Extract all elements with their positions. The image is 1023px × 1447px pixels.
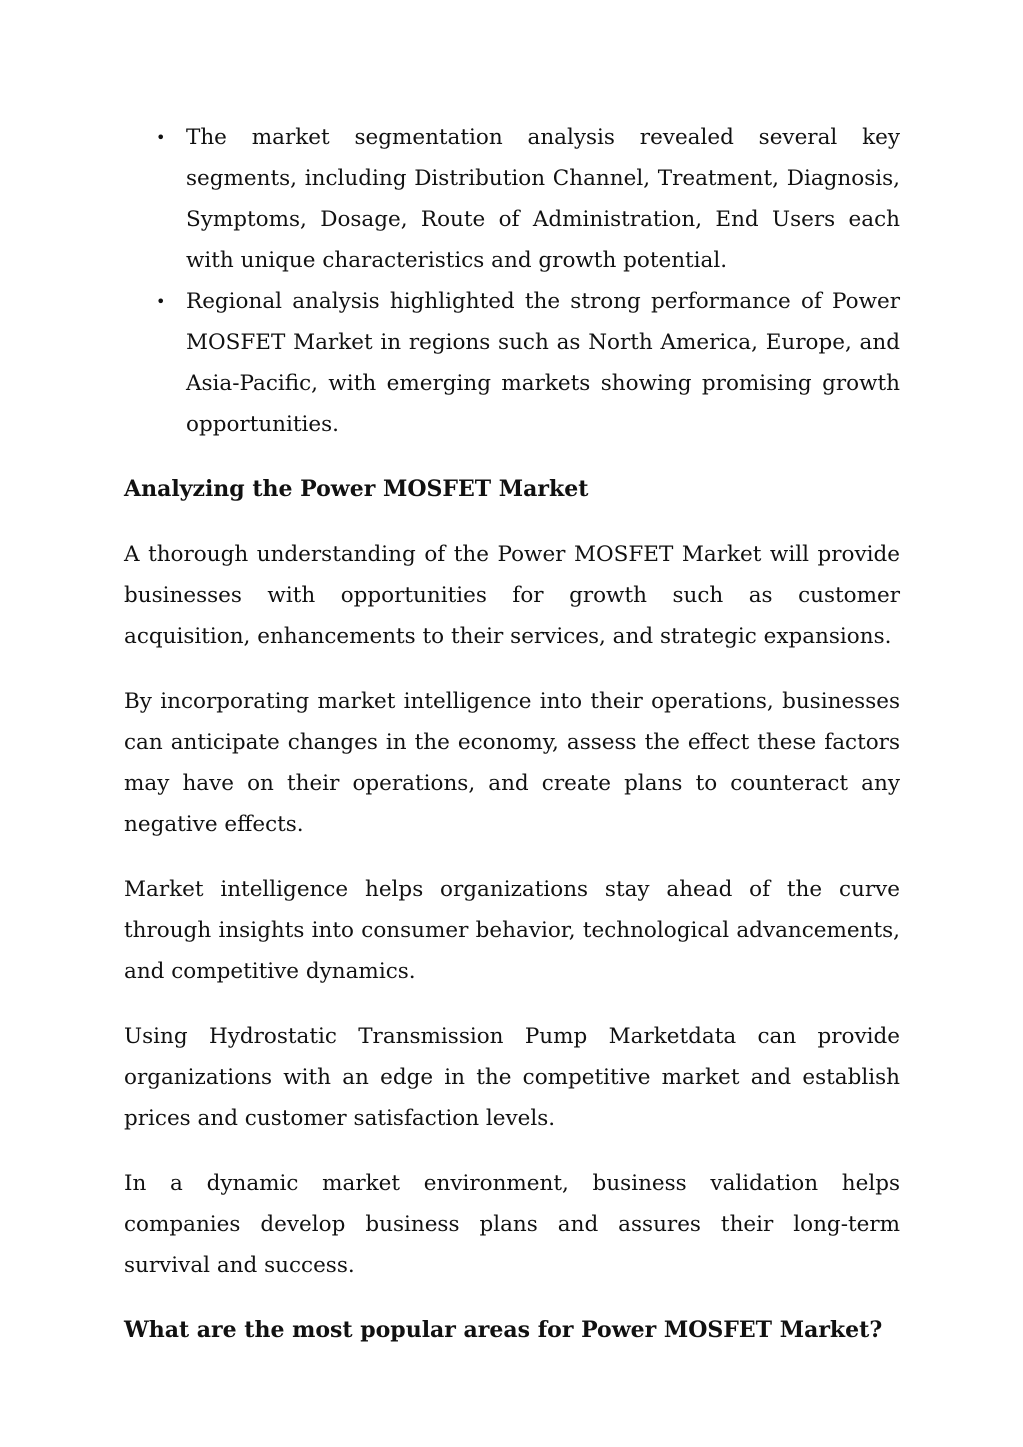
bullet-item-segmentation: [124, 117, 900, 281]
bullet-icon: •: [156, 292, 166, 311]
section-heading-popular-areas: What are the most popular areas for Power MOSFET Market?: [124, 1317, 883, 1343]
paragraph: Using Hydrostatic Transmission Pump Marketdata can provide organizations with an edge in the competitive market and establish prices and customer satisfaction levels.: [124, 1024, 900, 1131]
paragraph: By incorporating market intelligence into their operations, businesses can anticipate changes in the economy, assess the effect these factors may have on their operations, and create plans to counteract any negative effects.: [124, 689, 900, 837]
section-heading-analyzing: Analyzing the Power MOSFET Market: [124, 476, 589, 502]
paragraph: A thorough understanding of the Power MOSFET Market will provide businesses with opportunities for growth such as customer acquisition, enhancements to their services, and strategic expansions.: [124, 542, 900, 649]
bullet-text: The market segmentation analysis revealed several key segments, including Distribution Channel, Treatment, Diagnosis, Symptoms, Dosage, Route of Administration, End Users each with unique characteristics and growth potential.: [186, 125, 900, 273]
bullet-text: Regional analysis highlighted the strong performance of Power MOSFET Market in regions such as North America, Europe, and Asia-Pacific, with emerging markets showing promising growth opportunities.: [186, 289, 900, 437]
document-page: [124, 117, 900, 1351]
bullet-list: [124, 117, 900, 445]
bullet-icon: •: [156, 128, 166, 147]
paragraph: In a dynamic market environment, business validation helps companies develop business plans and assures their long-term survival and success.: [124, 1171, 900, 1278]
paragraph: Market intelligence helps organizations stay ahead of the curve through insights into consumer behavior, technological advancements, and competitive dynamics.: [124, 877, 900, 984]
bullet-item-regional: [124, 281, 900, 445]
